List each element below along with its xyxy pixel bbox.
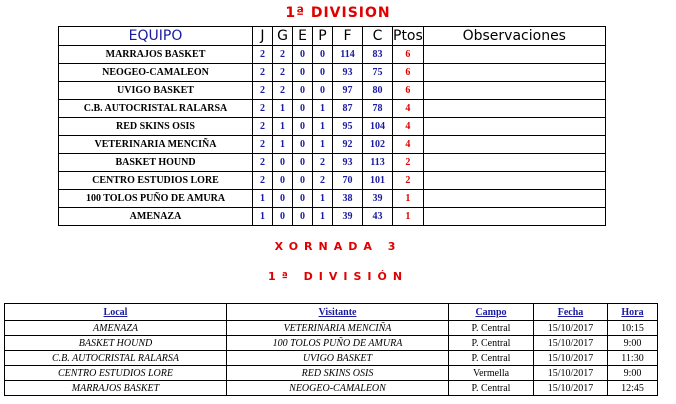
standings-row <box>59 100 606 118</box>
stat-f: 38 <box>333 190 363 208</box>
stat-c: 83 <box>363 46 393 64</box>
date: 15/10/2017 <box>534 366 608 381</box>
fixtures-table <box>4 303 658 396</box>
visiting-team: RED SKINS OSIS <box>227 366 449 381</box>
stat-e: 0 <box>293 64 313 82</box>
page-title: 1ª DIVISION <box>285 5 391 21</box>
observations <box>423 154 605 172</box>
stat-c: 102 <box>363 136 393 154</box>
stat-c: 78 <box>363 100 393 118</box>
fixture-row <box>5 366 658 381</box>
stat-e: 0 <box>293 100 313 118</box>
stat-c: 113 <box>363 154 393 172</box>
fixture-row <box>5 321 658 336</box>
header-observaciones: Observaciones <box>423 27 605 46</box>
stat-f: 97 <box>333 82 363 100</box>
observations <box>423 64 605 82</box>
stat-p: 0 <box>313 82 333 100</box>
standings-table <box>58 26 606 226</box>
header-p: P <box>313 27 333 46</box>
standings-row <box>59 82 606 100</box>
standings-row <box>59 190 606 208</box>
time: 9:00 <box>608 366 658 381</box>
venue: P. Central <box>449 381 534 396</box>
visiting-team: NEOGEO-CAMALEON <box>227 381 449 396</box>
header-f: F <box>333 27 363 46</box>
local-team: BASKET HOUND <box>5 336 227 351</box>
stat-p: 1 <box>313 208 333 226</box>
round-label: XORNADA 3 <box>274 240 402 253</box>
observations <box>423 208 605 226</box>
stat-j: 2 <box>253 82 273 100</box>
fixture-row <box>5 336 658 351</box>
visiting-team: UVIGO BASKET <box>227 351 449 366</box>
standings-row <box>59 118 606 136</box>
local-team: C.B. AUTOCRISTAL RALARSA <box>5 351 227 366</box>
stat-g: 1 <box>273 118 293 136</box>
stat-f: 92 <box>333 136 363 154</box>
stat-p: 0 <box>313 46 333 64</box>
stat-p: 1 <box>313 100 333 118</box>
fixtures-header-row <box>5 304 658 321</box>
standings-row <box>59 208 606 226</box>
stat-g: 0 <box>273 190 293 208</box>
team-name: AMENAZA <box>59 208 253 226</box>
points: 6 <box>393 64 424 82</box>
stat-p: 1 <box>313 118 333 136</box>
header-fecha: Fecha <box>534 304 608 321</box>
observations <box>423 82 605 100</box>
stat-j: 2 <box>253 64 273 82</box>
stat-j: 2 <box>253 136 273 154</box>
stat-e: 0 <box>293 172 313 190</box>
stat-g: 2 <box>273 64 293 82</box>
stat-e: 0 <box>293 208 313 226</box>
header-g: G <box>273 27 293 46</box>
points: 1 <box>393 208 424 226</box>
local-team: MARRAJOS BASKET <box>5 381 227 396</box>
stat-g: 2 <box>273 82 293 100</box>
stat-j: 2 <box>253 46 273 64</box>
time: 9:00 <box>608 336 658 351</box>
team-name: 100 TOLOS PUÑO DE AMURA <box>59 190 253 208</box>
stat-j: 2 <box>253 100 273 118</box>
date: 15/10/2017 <box>534 321 608 336</box>
venue: P. Central <box>449 321 534 336</box>
team-name: C.B. AUTOCRISTAL RALARSA <box>59 100 253 118</box>
venue: Vermella <box>449 366 534 381</box>
observations <box>423 46 605 64</box>
header-campo: Campo <box>449 304 534 321</box>
points: 6 <box>393 46 424 64</box>
stat-c: 104 <box>363 118 393 136</box>
stat-f: 93 <box>333 154 363 172</box>
header-j: J <box>253 27 273 46</box>
points: 2 <box>393 154 424 172</box>
stat-p: 2 <box>313 172 333 190</box>
stat-f: 87 <box>333 100 363 118</box>
standings-row <box>59 64 606 82</box>
time: 10:15 <box>608 321 658 336</box>
stat-g: 0 <box>273 208 293 226</box>
header-hora: Hora <box>608 304 658 321</box>
date: 15/10/2017 <box>534 336 608 351</box>
observations <box>423 118 605 136</box>
header-equipo: EQUIPO <box>59 27 253 46</box>
observations <box>423 136 605 154</box>
stat-c: 75 <box>363 64 393 82</box>
visiting-team: VETERINARIA MENCIÑA <box>227 321 449 336</box>
header-visitante: Visitante <box>227 304 449 321</box>
division-label: 1ª DIVISIÓN <box>267 270 409 283</box>
stat-g: 2 <box>273 46 293 64</box>
fixture-row <box>5 381 658 396</box>
header-local: Local <box>5 304 227 321</box>
team-name: BASKET HOUND <box>59 154 253 172</box>
stat-c: 39 <box>363 190 393 208</box>
date: 15/10/2017 <box>534 381 608 396</box>
points: 4 <box>393 136 424 154</box>
stat-p: 2 <box>313 154 333 172</box>
stat-j: 1 <box>253 208 273 226</box>
header-ptos: Ptos <box>393 28 423 44</box>
standings-row <box>59 172 606 190</box>
stat-p: 0 <box>313 64 333 82</box>
team-name: RED SKINS OSIS <box>59 118 253 136</box>
stat-f: 93 <box>333 64 363 82</box>
stat-g: 0 <box>273 172 293 190</box>
team-name: CENTRO ESTUDIOS LORE <box>59 172 253 190</box>
header-e: E <box>293 27 313 46</box>
observations <box>423 100 605 118</box>
points: 6 <box>393 82 424 100</box>
team-name: NEOGEO-CAMALEON <box>59 64 253 82</box>
stat-c: 43 <box>363 208 393 226</box>
stat-e: 0 <box>293 136 313 154</box>
stat-c: 101 <box>363 172 393 190</box>
standings-row <box>59 136 606 154</box>
stat-c: 80 <box>363 82 393 100</box>
local-team: AMENAZA <box>5 321 227 336</box>
visiting-team: 100 TOLOS PUÑO DE AMURA <box>227 336 449 351</box>
team-name: MARRAJOS BASKET <box>59 46 253 64</box>
observations <box>423 190 605 208</box>
stat-g: 1 <box>273 136 293 154</box>
points: 4 <box>393 118 424 136</box>
stat-f: 70 <box>333 172 363 190</box>
venue: P. Central <box>449 336 534 351</box>
stat-e: 0 <box>293 190 313 208</box>
standings-row <box>59 154 606 172</box>
stat-g: 1 <box>273 100 293 118</box>
stat-p: 1 <box>313 190 333 208</box>
points: 4 <box>393 100 424 118</box>
stat-j: 2 <box>253 172 273 190</box>
stat-f: 39 <box>333 208 363 226</box>
stat-j: 1 <box>253 190 273 208</box>
points: 2 <box>393 172 424 190</box>
standings-header-row <box>59 27 606 46</box>
team-name: UVIGO BASKET <box>59 82 253 100</box>
observations <box>423 172 605 190</box>
fixture-row <box>5 351 658 366</box>
stat-e: 0 <box>293 118 313 136</box>
header-c: C <box>363 27 393 46</box>
time: 11:30 <box>608 351 658 366</box>
venue: P. Central <box>449 351 534 366</box>
points: 1 <box>393 190 424 208</box>
stat-p: 1 <box>313 136 333 154</box>
stat-f: 114 <box>333 46 363 64</box>
stat-e: 0 <box>293 46 313 64</box>
time: 12:45 <box>608 381 658 396</box>
stat-g: 0 <box>273 154 293 172</box>
stat-j: 2 <box>253 154 273 172</box>
date: 15/10/2017 <box>534 351 608 366</box>
stat-j: 2 <box>253 118 273 136</box>
stat-e: 0 <box>293 154 313 172</box>
team-name: VETERINARIA MENCIÑA <box>59 136 253 154</box>
stat-f: 95 <box>333 118 363 136</box>
standings-row <box>59 46 606 64</box>
local-team: CENTRO ESTUDIOS LORE <box>5 366 227 381</box>
stat-e: 0 <box>293 82 313 100</box>
